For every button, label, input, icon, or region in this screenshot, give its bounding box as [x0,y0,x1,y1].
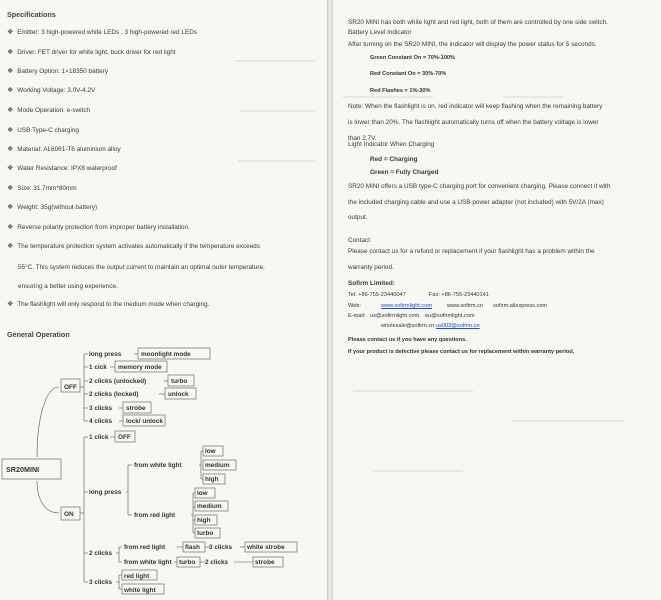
website-link-1[interactable]: www.sofirmlight.com [381,303,432,309]
email-link-4[interactable]: us003@sofirm.cn [436,323,480,329]
root-label: SR20MINI [6,465,40,474]
off-result-unlock: unlock [168,391,189,398]
email-link-1[interactable]: us@sofirmlight.com [370,313,420,319]
off-result-lock-unlock: lock/ unlock [126,418,163,425]
flash-3-clicks: 3 clicks [209,544,233,551]
off-result-memory: memory mode [118,364,162,371]
off-action-4-clicks: 4 clicks [89,418,113,425]
spec-text: Material: AL6061-T6 aluminium alloy [17,146,121,153]
temperature-continued-1: 55°C. This system reduces the output current to maintain an optimal outer temperature, [18,264,265,271]
charging-red: Red = Charging [370,156,418,163]
bullet-icon: ❖ [7,146,14,153]
spec-text: Size: 31.7mm*80mm [17,185,77,192]
spec-text: The temperature protection system activates automatically if the temperature exceeds [17,243,260,250]
on-result-off: OFF [118,434,131,441]
specifications-heading: Specifications [7,10,56,19]
spec-text: Emitter: 3 high-powered white LEDs , 3 high-powered red LEDs [17,29,198,36]
diagram-boxes [2,348,297,594]
red-mode-high: high [197,517,211,524]
website-link-2[interactable]: www.sofirm.cn [447,303,484,309]
from-white-light-label: from white light [134,462,182,469]
contact-line-2: warranty period. [348,264,394,271]
indicator-green-constant: Green Constant On = 70%-100% [370,55,456,61]
spec-text: Water Resistance: IPX8 waterproof [17,165,117,172]
footer-line-2: If your product is defective please contact us for replacement within warranty period. [348,349,575,355]
indicator-red-constant: Red Constant On = 30%-70% [370,71,447,77]
bullet-icon: ❖ [7,49,14,56]
general-operation-heading: General Operation [7,330,70,339]
bullet-icon: ❖ [7,243,14,250]
bullet-icon: ❖ [7,301,14,308]
footer-line-1: Please contact us if you have any questions. [348,337,467,343]
note-line-3: than 2.7V. [348,135,377,142]
red-mode-turbo: turbo [197,530,214,537]
web-label: Web: [348,303,361,309]
phone-number: Tel: +86-755-23440047 [348,292,406,298]
spec-text: Battery Option: 1×18350 battery [17,68,109,75]
contact-line-1: Please contact us for a refund or replacement if your flashlight has a problem within the [348,248,595,255]
usb-line-3: output. [348,214,368,221]
contact-heading: Contact [348,237,371,244]
spec-text: Weight: 35g(without battery) [17,204,98,211]
white-mode-low: low [205,448,216,455]
on-action-3-clicks: 3 clicks [89,579,113,586]
off-result-turbo: turbo [171,378,188,385]
battery-indicator-text: After turning on the SR20 MINI, the indicator will display the power status for 5 seconds. [348,41,597,48]
spec-text: Working Voltage: 3.0V-4.2V [17,87,96,94]
bullet-icon: ❖ [7,127,14,134]
strobe-final: strobe [255,559,275,566]
from-red-light-label: from red light [134,512,176,519]
bullet-icon: ❖ [7,29,14,36]
bullet-icon: ❖ [7,204,14,211]
bullet-icon: ❖ [7,224,14,231]
email-link-3[interactable]: wholesale@sofirm.cn [381,323,435,329]
white-strobe: white strobe [247,544,285,551]
intro-text: SR20 MINI has both white light and red light, both of them are controlled by one side switch. [348,19,609,26]
spec-text: Mode Operation: e-switch [17,107,91,114]
three-clicks-red-light: red light [124,573,150,580]
two-clicks-from-red: from red light [124,544,166,551]
spec-text: Driver: FET driver for white light, buck driver for red light [17,49,176,56]
on-label: ON [64,511,74,518]
off-action-2-clicks-unlocked: 2 clicks (unlocked) [89,378,147,385]
off-label: OFF [64,384,77,391]
charging-note: The flashlight will only respond to the medium mode when charging. [17,301,210,308]
red-mode-medium: medium [197,503,222,510]
usb-line-1: SR20 MINI offers a USB type-C charging port for convenient charging. Please connect it with [348,183,611,190]
off-result-moonlight: moonlight mode [141,351,191,358]
two-clicks-from-white: from white light [124,559,172,566]
temperature-continued-2: ensuring a better using experience. [18,283,118,290]
red-mode-low: low [197,490,208,497]
indicator-red-flashes: Red Flashes = 1%-30% [370,88,431,94]
note-line-2: is lower than 20%. The flashlight automatically turns off when the battery voltage is lower [348,119,599,126]
bullet-icon: ❖ [7,185,14,192]
company-name: Sofirm Limited: [348,280,395,287]
spec-text: USB Type-C charging [17,127,79,134]
spec-text: Reverse polarity protection from improper battery installation. [17,224,190,231]
battery-indicator-heading: Battery Level Indicator [348,29,412,36]
turbo-2-clicks: 2 clicks [205,559,229,566]
off-action-1-click: 1 cick [89,364,107,371]
bullet-icon: ❖ [7,87,14,94]
charging-green: Green = Fully Charged [370,169,439,176]
bullet-icon: ❖ [7,68,14,75]
connector-root-on [37,481,59,513]
two-clicks-turbo: turbo [179,559,196,566]
email-label: E-mail: [348,313,366,319]
off-result-strobe: strobe [126,405,146,412]
white-mode-high: high [205,476,219,483]
three-clicks-white-light: white light [124,587,156,594]
note-line-1: Note: When the flashlight is on, red indicator will keep flashing when the remaining battery [348,103,603,110]
email-link-2[interactable]: eu@sofirmlight.com [425,313,475,319]
two-clicks-flash: flash [185,544,200,551]
off-action-2-clicks-locked: 2 clicks (locked) [89,391,139,398]
connector-root-off [37,387,59,457]
usb-line-2: the included charging cable and use a USB power adapter (not included) with 5V/2A (max) [348,199,604,206]
bullet-icon: ❖ [7,107,14,114]
white-mode-medium: medium [205,462,230,469]
fax-number: Fax: +86-755-23440141 [429,292,489,298]
website-link-3[interactable]: sofirm.aliexpress.com [493,303,548,309]
charging-indicator-heading: Light Indicator When Charging [348,141,435,148]
on-action-1-click: 1 click [89,434,109,441]
bullet-icon: ❖ [7,165,14,172]
off-action-3-clicks: 3 clicks [89,405,113,412]
off-action-long-press: long press [89,351,122,358]
on-action-2-clicks: 2 clicks [89,550,113,557]
on-action-long-press: long press [89,489,122,496]
